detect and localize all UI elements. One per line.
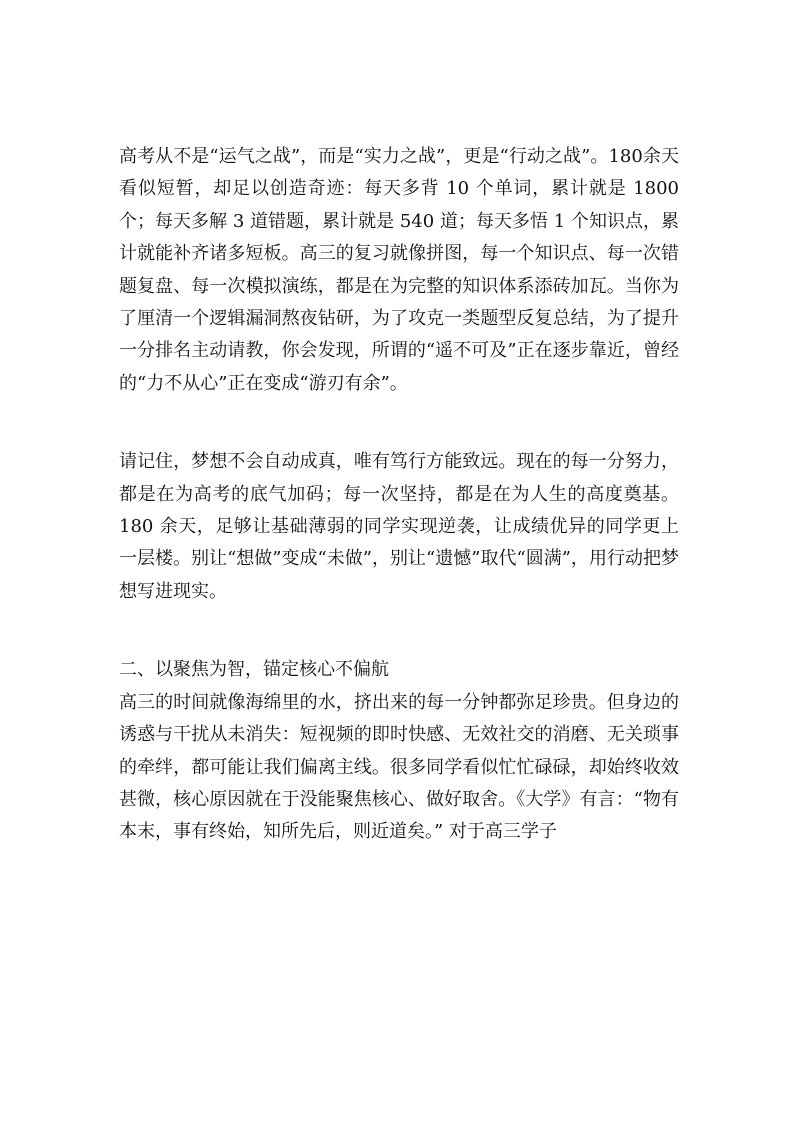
document-body: [119, 141, 679, 849]
paragraph-dream: 请记住，梦想不会自动成真，唯有笃行方能致远。现在的每一分努力，都是在为高考的底气加码；每一次坚持，都是在为人生的高度奠基。180 余天，足够让基础薄弱的同学实现逆袭，让成绩优异的同学更上一层楼。别让“想做”变成“未做”，别让“遗憾”取代“圆满”，用行动把梦想写进现实。: [119, 451, 679, 602]
section-heading: 二、以聚焦为智，锚定核心不偏航: [119, 659, 389, 681]
paragraph-focus: 高三的时间就像海绵里的水，挤出来的每一分钟都弥足珍贵。但身边的诱惑与干扰从未消失：短视频的即时快感、无效社交的消磨、无关琐事的牵绊，都可能让我们偏离主线。很多同学看似忙忙碌碌，却始终收效甚微，核心原因就在于没能聚焦核心、做好取舍。《大学》有言：“物有本末，事有终始，知所先后，则近道矣。” 对于高三学子: [119, 691, 679, 843]
paragraph-action: 高考从不是“运气之战”，而是“实力之战”，更是“行动之战”。180余天看似短暂，却足以创造奇迹：每天多背 10 个单词，累计就是 1800 个；每天多解 3 道错题，累计就是 540 道；每天多悟 1 个知识点，累计就能补齐诸多短板。高三的复习就像拼图，每一个知识点、每一次错题复盘、每一次模拟演练，都是在为完整的知识体系添砖加瓦。当你为了厘清一个逻辑漏洞熬夜钻研，为了攻克一类题型反复总结，为了提升一分排名主动请教，你会发现，所谓的“遥不可及”正在逐步靠近，曾经的“力不从心”正在变成“游刃有余”。: [119, 146, 679, 394]
